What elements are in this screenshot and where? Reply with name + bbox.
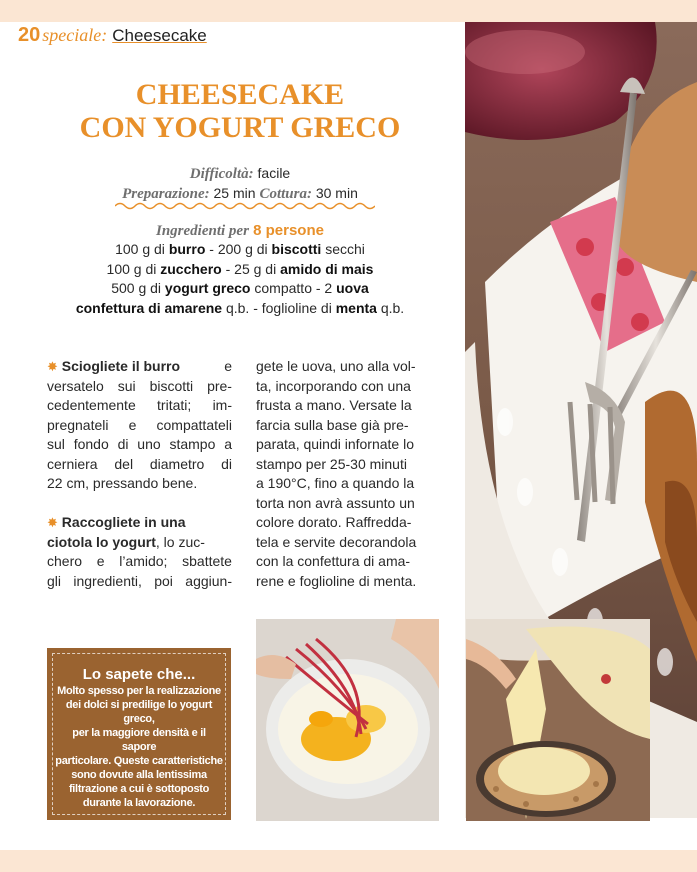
info-box-title: Lo sapete che... <box>82 666 196 683</box>
difficulty-row <box>40 163 440 184</box>
step-line: tela e servite decorandola <box>256 533 417 550</box>
ingredient-line: 100 g di burro - 200 g di biscotti secchi <box>115 241 365 257</box>
cook-label: Cottura: <box>259 186 312 202</box>
info-box <box>47 648 231 820</box>
step-line: stampo per 25-30 minuti <box>256 455 407 472</box>
step-1-first-line: ✸ Sciogliete il burro e <box>47 358 232 374</box>
step-line: chero e l’amido; sbattete <box>47 553 232 569</box>
steps-column-1 <box>47 357 232 591</box>
step-2-second-line: ciotola lo yogurt, lo zuc- <box>47 533 205 550</box>
star-bullet-icon: ✸ <box>47 515 58 530</box>
step-line: versatelo sui biscotti pre- <box>47 377 232 394</box>
step-line: torta non avrà assunto un <box>256 494 415 511</box>
step-line: ta, incorporando con una <box>256 377 411 394</box>
servings: 8 persone <box>253 222 324 239</box>
step-line: sul fondo di uno stampo a <box>47 436 232 452</box>
step-line: a 190°C, fino a quando la <box>256 475 415 491</box>
step-2-first-line: ✸ Raccogliete in una <box>47 514 186 530</box>
step-line: cerniera del diametro di <box>47 455 232 472</box>
ingredient-line: 100 g di zucchero - 25 g di amido di mais <box>106 260 374 277</box>
title-line-1: CHEESECAKE <box>135 78 345 111</box>
pour-batter-photo <box>466 619 650 821</box>
step-line: pregnateli e compattateli <box>47 416 232 433</box>
wave-divider <box>115 201 375 211</box>
section-label: speciale: <box>42 25 108 45</box>
step-line: con la confettura di ama- <box>256 553 411 569</box>
recipe-title <box>40 78 440 144</box>
steps-column-2 <box>256 357 440 591</box>
bottom-band <box>0 850 697 872</box>
ingredient-line: confettura di amarene q.b. - foglioline di menta q.b. <box>75 299 405 316</box>
step-line: gli ingredienti, poi aggiun- <box>47 572 232 589</box>
whisk-eggs-photo <box>256 619 439 821</box>
section-topic: Cheesecake <box>112 26 207 45</box>
difficulty-value: facile <box>257 165 291 181</box>
step-line: 22 cm, pressando bene. <box>47 475 198 491</box>
prep-value: 25 min <box>213 185 256 201</box>
step-line: colore dorato. Raffredda- <box>256 514 412 530</box>
difficulty-label: Difficoltà: <box>189 166 254 182</box>
page-number: 20 <box>18 24 41 46</box>
title-line-2: CON YOGURT GRECO <box>79 111 401 144</box>
step-line: gete le uova, uno alla vol- <box>256 358 416 374</box>
prep-label: Preparazione: <box>122 186 210 202</box>
step-line: rene e foglioline di menta. <box>256 572 417 589</box>
star-bullet-icon: ✸ <box>47 359 58 374</box>
info-box-text: Molto spesso per la realizzazione dei dolci si predilige lo yogurt greco, per la maggiore densità e il sapore particolare. Queste caratteristiche sono dovute alla lentissima filtrazione a cui è sottoposto durante la lavorazione. <box>55 685 223 809</box>
step-line: frusta a mano. Versate la <box>256 397 412 413</box>
ingredient-line: 500 g di yogurt greco compatto - 2 uova <box>111 280 369 296</box>
top-band <box>0 0 697 22</box>
step-line: cedentemente tritati; im- <box>47 397 232 413</box>
ingredients-heading <box>40 222 440 240</box>
ingredients-list <box>40 240 440 318</box>
page-header <box>18 24 207 47</box>
cook-value: 30 min <box>315 185 358 201</box>
ingredients-label: Ingredienti per <box>156 223 249 239</box>
step-line: farcia sulla base già pre- <box>256 416 409 433</box>
step-line: parata, quindi infornate lo <box>256 436 414 452</box>
